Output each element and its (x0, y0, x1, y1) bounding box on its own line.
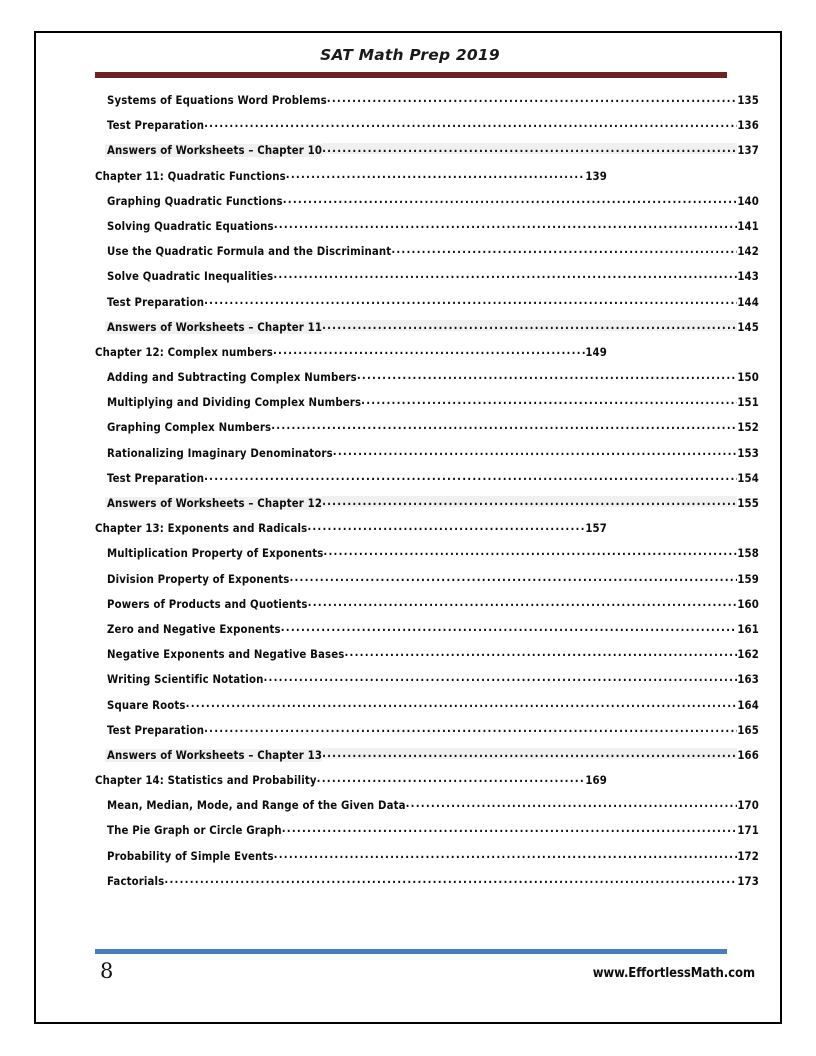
toc-entry-row[interactable] (36, 471, 784, 496)
toc-dot-leader (322, 748, 737, 759)
toc-entry-label: Use the Quadratic Formula and the Discriminant (107, 245, 392, 259)
toc-dot-leader (283, 194, 738, 205)
toc-entry-label: Systems of Equations Word Problems (107, 94, 327, 107)
toc-dot-leader (271, 420, 737, 431)
toc-entry-label: Writing Scientific Notation (107, 673, 264, 687)
table-of-contents (36, 93, 784, 899)
toc-entry-label: Multiplication Property of Exponents (107, 547, 324, 561)
footer-website-link[interactable]: www.EffortlessMath.com (592, 966, 755, 981)
toc-chapter-row[interactable] (36, 345, 784, 370)
toc-entry-row[interactable] (36, 320, 784, 345)
toc-entry-label: Chapter 12: Complex numbers (95, 345, 273, 359)
toc-entry-label: Rationalizing Imaginary Denominators (107, 446, 333, 460)
toc-entry-page-number: 135 (737, 94, 759, 107)
header-divider-rule (95, 72, 727, 78)
toc-entry-label: Answers of Worksheets – Chapter 12 (107, 497, 323, 510)
toc-entry-row[interactable] (36, 118, 784, 143)
toc-entry-row[interactable] (36, 269, 784, 294)
toc-dot-leader (327, 93, 738, 104)
toc-dot-leader (307, 521, 585, 532)
toc-entry-page-number: 157 (585, 522, 607, 536)
toc-entry-row[interactable] (36, 546, 784, 571)
toc-dot-leader (323, 546, 737, 557)
toc-dot-leader (322, 320, 737, 331)
toc-entry-row[interactable] (36, 295, 784, 320)
toc-entry-row[interactable] (36, 370, 784, 395)
toc-chapter-row[interactable] (36, 169, 784, 194)
toc-dot-leader (317, 773, 586, 784)
toc-entry-row[interactable] (36, 823, 784, 848)
toc-dot-leader (357, 370, 737, 381)
toc-entry-row[interactable] (36, 622, 784, 647)
toc-dot-leader (186, 698, 738, 709)
toc-dot-leader (204, 118, 737, 129)
toc-entry-page-number: 155 (737, 497, 759, 510)
toc-entry-row[interactable] (36, 672, 784, 697)
toc-entry-label: Adding and Subtracting Complex Numbers (107, 371, 357, 385)
toc-chapter-row[interactable] (36, 773, 784, 798)
toc-dot-leader (282, 823, 738, 834)
toc-entry-page-number: 169 (585, 774, 607, 788)
toc-entry-row[interactable] (36, 219, 784, 244)
toc-entry-page-number: 137 (737, 144, 759, 158)
page-title: SAT Math Prep 2019 (320, 46, 500, 64)
document-header (36, 33, 784, 89)
toc-entry-page-number: 152 (737, 421, 759, 435)
toc-entry-label: Powers of Products and Quotients (107, 597, 308, 611)
toc-entry-row[interactable] (36, 420, 784, 445)
toc-entry-label: Solve Quadratic Inequalities (107, 270, 274, 284)
toc-dot-leader (286, 169, 586, 180)
toc-dot-leader (344, 647, 737, 658)
toc-entry-row[interactable] (36, 446, 784, 471)
toc-entry-row[interactable] (36, 496, 784, 521)
toc-entry-label: Test Preparation (107, 119, 205, 133)
toc-entry-page-number: 170 (737, 799, 759, 813)
toc-entry-label: Multiplying and Dividing Complex Numbers (107, 396, 362, 410)
toc-dot-leader (164, 874, 737, 885)
toc-entry-page-number: 160 (737, 597, 759, 611)
toc-entry-row[interactable] (36, 93, 784, 118)
toc-dot-leader (308, 597, 738, 608)
toc-entry-page-number: 154 (737, 471, 759, 485)
toc-entry-label: Solving Quadratic Equations (107, 219, 274, 233)
toc-dot-leader (204, 723, 737, 734)
toc-entry-label: Mean, Median, Mode, and Range of the Given Data (107, 799, 406, 813)
toc-entry-label: Factorials (107, 874, 165, 888)
toc-dot-leader (204, 295, 737, 306)
toc-dot-leader (361, 395, 737, 406)
toc-entry-label: Answers of Worksheets – Chapter 10 (107, 144, 323, 158)
toc-entry-row[interactable] (36, 798, 784, 823)
toc-entry-page-number: 139 (585, 169, 607, 183)
page-number: 8 (100, 959, 114, 983)
toc-entry-page-number: 143 (737, 270, 759, 284)
toc-dot-leader (289, 572, 737, 583)
toc-entry-row[interactable] (36, 572, 784, 597)
toc-entry-page-number: 173 (737, 874, 759, 888)
toc-entry-page-number: 144 (737, 295, 759, 309)
toc-entry-label: Test Preparation (107, 723, 205, 737)
toc-entry-label: Chapter 11: Quadratic Functions (95, 169, 286, 183)
toc-entry-page-number: 150 (737, 371, 759, 385)
toc-entry-label: Test Preparation (107, 295, 205, 309)
toc-entry-label: Graphing Complex Numbers (107, 421, 272, 435)
document-footer (36, 932, 784, 1022)
toc-entry-page-number: 163 (737, 673, 759, 687)
toc-dot-leader (406, 798, 738, 809)
toc-dot-leader (333, 446, 738, 457)
toc-dot-leader (391, 244, 737, 255)
toc-entry-page-number: 151 (737, 396, 759, 410)
toc-entry-row[interactable] (36, 849, 784, 874)
toc-entry-label: Division Property of Exponents (107, 572, 290, 586)
toc-dot-leader (274, 849, 738, 860)
footer-divider-rule (95, 949, 727, 954)
toc-dot-leader (204, 471, 737, 482)
toc-entry-page-number: 141 (737, 219, 759, 233)
toc-entry-label: Zero and Negative Exponents (107, 622, 281, 636)
toc-entry-page-number: 166 (737, 748, 759, 762)
toc-dot-leader (322, 496, 737, 507)
toc-dot-leader (273, 345, 585, 356)
toc-entry-row[interactable] (36, 395, 784, 420)
toc-entry-row[interactable] (36, 194, 784, 219)
toc-entry-row[interactable] (36, 647, 784, 672)
toc-dot-leader (273, 269, 737, 280)
toc-entry-page-number: 142 (737, 245, 759, 259)
toc-entry-row[interactable] (36, 597, 784, 622)
toc-entry-page-number: 153 (737, 446, 759, 460)
toc-entry-page-number: 159 (737, 572, 759, 586)
toc-entry-page-number: 140 (737, 194, 759, 208)
toc-entry-row[interactable] (36, 698, 784, 723)
toc-entry-page-number: 171 (737, 824, 759, 838)
toc-entry-label: Chapter 13: Exponents and Radicals (95, 522, 308, 536)
page-frame (34, 31, 782, 1024)
toc-entry-page-number: 161 (737, 622, 759, 636)
toc-entry-label: The Pie Graph or Circle Graph (107, 824, 282, 838)
toc-entry-page-number: 145 (737, 320, 759, 334)
toc-entry-row[interactable] (36, 143, 784, 168)
toc-entry-label: Probability of Simple Events (107, 849, 274, 863)
toc-dot-leader (274, 219, 738, 230)
toc-entry-label: Negative Exponents and Negative Bases (107, 648, 345, 662)
toc-entry-label: Square Roots (107, 698, 186, 712)
toc-entry-page-number: 165 (737, 723, 759, 737)
toc-entry-page-number: 136 (737, 119, 759, 133)
toc-entry-page-number: 162 (737, 648, 759, 662)
toc-chapter-row[interactable] (36, 521, 784, 546)
toc-entry-page-number: 164 (737, 698, 759, 712)
toc-dot-leader (263, 672, 737, 683)
toc-entry-row[interactable] (36, 874, 784, 899)
toc-entry-label: Answers of Worksheets – Chapter 11 (107, 320, 323, 334)
toc-entry-page-number: 172 (737, 849, 759, 863)
toc-entry-label: Chapter 14: Statistics and Probability (95, 774, 317, 788)
toc-entry-row[interactable] (36, 723, 784, 748)
toc-entry-page-number: 149 (585, 345, 607, 359)
toc-entry-page-number: 158 (737, 547, 759, 561)
toc-entry-row[interactable] (36, 748, 784, 773)
toc-entry-label: Test Preparation (107, 471, 205, 485)
toc-dot-leader (281, 622, 738, 633)
toc-entry-row[interactable] (36, 244, 784, 269)
toc-entry-label: Answers of Worksheets – Chapter 13 (107, 748, 323, 762)
toc-dot-leader (322, 143, 737, 154)
toc-entry-label: Graphing Quadratic Functions (107, 194, 283, 208)
